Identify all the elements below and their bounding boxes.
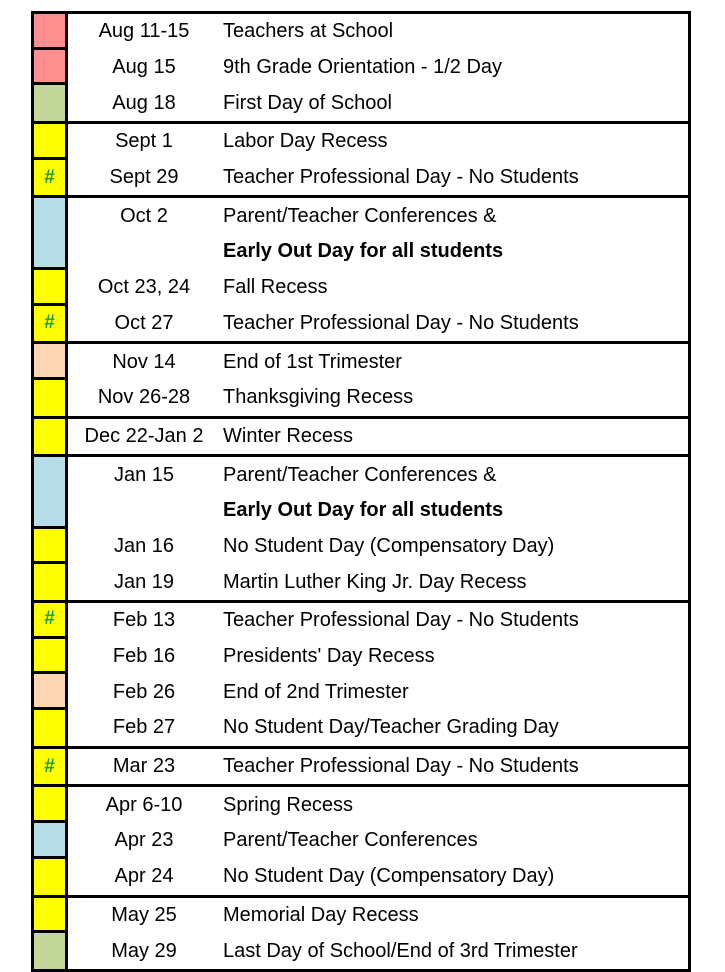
event-description: Winter Recess [223,424,354,447]
hash-mark-icon: # [44,608,55,630]
event-date: May 29 [111,939,177,962]
event-group [34,454,688,600]
color-key-cell [34,85,68,121]
event-description: Parent/Teacher Conferences & [223,463,497,486]
event-description: Memorial Day Recess [223,903,419,926]
event-row [34,823,688,859]
event-date: Oct 2 [120,204,168,227]
event-description: No Student Day/Teacher Grading Day [223,716,559,739]
event-row [34,270,688,306]
event-description: Teacher Professional Day - No Students [223,166,579,189]
color-key-cell [34,603,68,639]
event-row [34,419,688,455]
event-row [34,749,688,785]
event-group [34,195,688,341]
event-date: Aug 18 [112,91,176,114]
color-key-cell [34,859,68,895]
color-key-cell [34,344,68,380]
event-description: Fall Recess [223,276,328,299]
event-description: Teacher Professional Day - No Students [223,609,579,632]
event-row [34,674,688,710]
color-key-cell [34,270,68,306]
event-date: Apr 6-10 [105,793,183,816]
event-row [34,160,688,196]
event-date: May 25 [111,903,177,926]
event-group [34,600,688,746]
event-description: First Day of School [223,91,392,114]
event-description: Spring Recess [223,793,354,816]
event-row [34,493,688,529]
color-key-cell [34,457,68,528]
event-group [34,746,688,785]
hash-mark-icon: # [44,755,55,777]
event-date: Sept 1 [115,130,173,153]
event-row [34,787,688,823]
event-description: Thanksgiving Recess [223,386,414,409]
event-row [34,529,688,565]
event-date: Aug 11-15 [98,20,190,43]
event-date: Nov 14 [112,350,176,373]
event-row [34,457,688,493]
hash-mark-icon: # [44,312,55,334]
event-description: Teacher Professional Day - No Students [223,755,579,778]
event-row [34,380,688,416]
color-key-cell [34,14,68,50]
event-group [34,784,688,894]
color-key-cell [34,306,68,342]
event-row [34,710,688,746]
event-date: Jan 15 [113,463,175,486]
event-description: No Student Day (Compensatory Day) [223,534,555,557]
event-description: Last Day of School/End of 3rd Trimester [223,939,578,962]
color-key-cell [34,823,68,859]
event-description: Teachers at School [223,20,394,43]
event-date: Jan 16 [113,534,175,557]
color-key-cell [34,160,68,196]
event-date: Feb 27 [112,716,176,739]
event-row [34,14,688,50]
event-row [34,85,688,121]
event-description: No Student Day (Compensatory Day) [223,865,555,888]
event-date: Jan 19 [113,570,175,593]
event-group [34,341,688,415]
event-description: Parent/Teacher Conferences [223,829,478,852]
color-key-cell [34,380,68,416]
event-row [34,234,688,270]
event-group [34,895,688,969]
event-date: Oct 23, 24 [97,276,191,299]
event-description: Parent/Teacher Conferences & [223,204,497,227]
event-row [34,124,688,160]
event-description: 9th Grade Orientation - 1/2 Day [223,56,503,79]
school-calendar-table [31,11,691,972]
event-date: Aug 15 [112,56,176,79]
hash-mark-icon: # [44,166,55,188]
event-date: Oct 27 [114,311,174,334]
color-key-cell [34,787,68,823]
color-key-cell [34,564,68,600]
event-row [34,198,688,234]
color-key-cell [34,419,68,455]
event-row [34,859,688,895]
event-group [34,121,688,195]
event-row [34,564,688,600]
event-date: Apr 24 [114,865,174,888]
color-key-cell [34,674,68,710]
event-date: Feb 16 [112,645,176,668]
color-key-cell [34,124,68,160]
event-description: Labor Day Recess [223,130,388,153]
event-row [34,603,688,639]
event-date: Feb 26 [112,680,176,703]
event-description: Presidents' Day Recess [223,645,435,668]
event-row [34,639,688,675]
event-row [34,50,688,86]
event-date: Nov 26-28 [97,386,191,409]
color-key-cell [34,898,68,934]
event-row [34,898,688,934]
event-description: Teacher Professional Day - No Students [223,311,579,334]
event-date: Mar 23 [112,755,176,778]
event-group [34,14,688,121]
color-key-cell [34,198,68,269]
color-key-cell [34,710,68,746]
event-description: Martin Luther King Jr. Day Recess [223,570,527,593]
color-key-cell [34,529,68,565]
event-row [34,306,688,342]
color-key-cell [34,50,68,86]
color-key-cell [34,749,68,785]
event-description: End of 1st Trimester [223,350,402,373]
event-date: Apr 23 [114,829,174,852]
event-description: Early Out Day for all students [223,499,504,522]
event-date: Feb 13 [112,609,176,632]
event-row [34,344,688,380]
event-description: Early Out Day for all students [223,240,504,263]
event-group [34,416,688,455]
color-key-cell [34,639,68,675]
event-date: Dec 22-Jan 2 [84,424,204,447]
event-date: Sept 29 [109,166,179,189]
event-description: End of 2nd Trimester [223,680,409,703]
